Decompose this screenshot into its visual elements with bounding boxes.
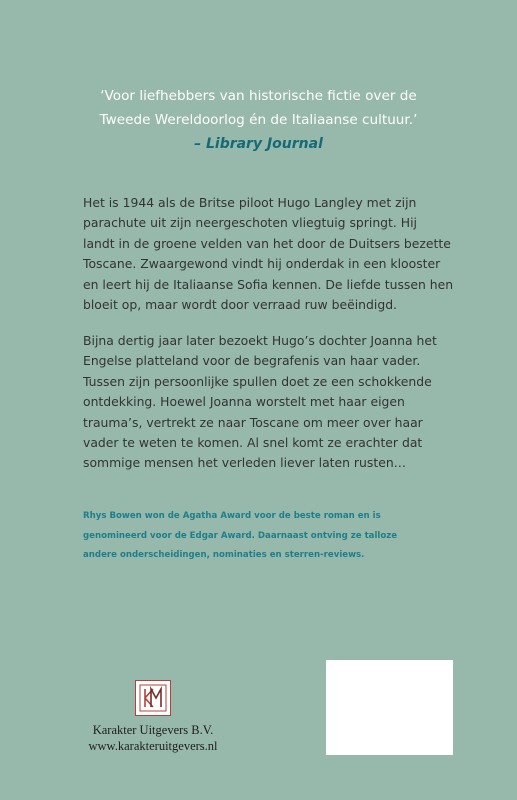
blurb-line: landt in de groene velden van het door de Duitsers bezette: [83, 235, 451, 251]
blurb-line: Bijna dertig jaar later bezoekt Hugo’s dochter Joanna het: [83, 333, 437, 348]
blurb-line: trauma’s, vertrekt ze naar Toscane om meer over haar: [83, 414, 423, 430]
blurb-line: sommige mensen het verleden liever laten rusten…: [83, 455, 407, 471]
review-quote: [60, 84, 457, 156]
blurb-line: ontdekking. Hoewel Joanna worstelt met haar eigen: [83, 394, 405, 410]
blurb-line: Toscane. Zwaargewond vindt hij onderdak in een klooster: [83, 256, 441, 272]
blurb-line: Het is 1944 als de Britse piloot Hugo Langley met zijn: [83, 195, 417, 210]
quote-source: – Library Journal: [194, 136, 323, 152]
blurb-line: bloeit op, maar wordt door verraad ruw beëindigd.: [83, 297, 397, 313]
author-awards-note: [83, 507, 433, 566]
blurb-paragraph-1: [83, 193, 454, 315]
note-line: andere onderscheidingen, nominaties en sterren-reviews.: [83, 550, 365, 561]
quote-line: Tweede Wereldoorlog én de Italiaanse cultuur.’: [99, 112, 418, 128]
quote-line: ‘Voor liefhebbers van historische fictie over de: [100, 88, 417, 104]
publisher-url: www.karakteruitgevers.nl: [88, 739, 218, 753]
blurb-line: Tussen zijn persoonlijke spullen doet ze een schokkende: [83, 373, 432, 389]
note-line: Rhys Bowen won de Agatha Award voor de beste roman en is: [83, 511, 381, 521]
blurb-line: parachute uit zijn neergeschoten vliegtuig springt. Hij: [83, 215, 417, 231]
karakter-km-monogram-icon: [135, 680, 171, 716]
blurb-paragraph-2: [83, 331, 443, 474]
note-line: genomineerd voor de Edgar Award. Daarnaast ontving ze talloze: [83, 530, 398, 541]
blurb-line: Engelse platteland voor de begrafenis van haar vader.: [83, 353, 421, 369]
blank-barcode-placeholder: [326, 660, 453, 755]
publisher-block: [70, 680, 236, 754]
blurb-line: en leert hij de Italiaanse Sofia kennen. De liefde tussen hen: [83, 276, 454, 292]
publisher-name: Karakter Uitgevers B.V.: [92, 723, 214, 737]
blurb-line: vader te weten te komen. Al snel komt ze erachter dat: [83, 435, 423, 451]
